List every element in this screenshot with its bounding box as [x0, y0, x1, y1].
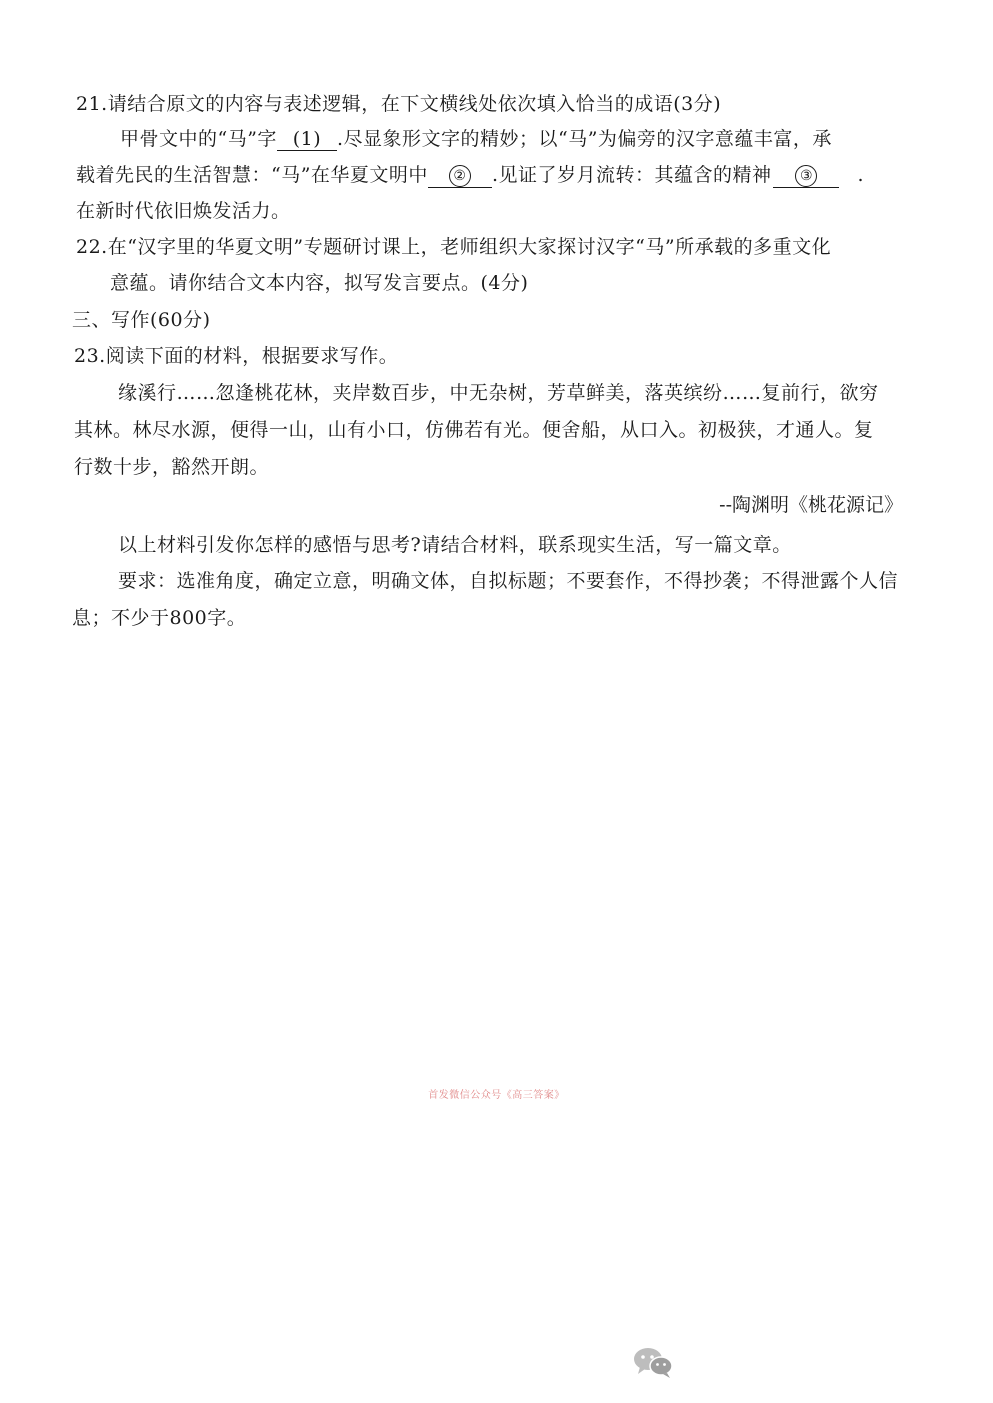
q21-text-1b: .尽显象形文字的精妙；以“马”为偏旁的汉字意蕴丰富，承 [336, 128, 832, 150]
q21-text-1a: 甲骨文中的“马”字 [120, 128, 277, 150]
q23-attribution: --陶渊明《桃花源记》 [719, 494, 903, 516]
q21-text-2a: 载着先民的生活智慧：“马”在华夏文明中 [76, 164, 428, 186]
q21-stem: 21.请结合原文的内容与表述逻辑，在下文横线处依次填入恰当的成语(3分) [76, 93, 722, 115]
section-heading-writing: 三、写作(60分) [72, 309, 211, 331]
q21-blank-3[interactable]: ③ [773, 164, 839, 188]
q23-requirements-line-1: 要求：选准角度，确定立意，明确文体，自拟标题；不要套作，不得抄袭；不得泄露个人信 [118, 570, 899, 592]
q21-blank-2[interactable]: ② [428, 164, 492, 188]
q23-stem: 23.阅读下面的材料，根据要求写作。 [74, 345, 399, 367]
q21-fill-line-2 [76, 162, 864, 188]
q21-text-2b: .见证了岁月流转：其蕴含的精神 [491, 164, 772, 186]
watermark-text: 首发微信公众号《高三答案》 [428, 1090, 565, 1101]
q23-passage-line-3: 行数十步，豁然开朗。 [74, 456, 270, 478]
wechat-logo-icon [632, 1345, 676, 1379]
q22-stem-line-2: 意蕴。请你结合文本内容，拟写发言要点。(4分) [110, 272, 529, 294]
q23-requirements-line-2: 息；不少于800字。 [72, 607, 247, 629]
q23-passage-line-1: 缘溪行……忽逢桃花林，夹岸数百步，中无杂树，芳草鲜美，落英缤纷……复前行，欲穷 [118, 382, 879, 404]
q23-passage-line-2: 其林。林尽水源，便得一山，山有小口，仿佛若有光。便舍船，从口入。初极狭，才通人。复 [74, 419, 874, 441]
q21-blank-1[interactable]: (1) [277, 128, 337, 151]
q23-prompt: 以上材料引发你怎样的感悟与思考?请结合材料，联系现实生活，写一篇文章。 [118, 534, 792, 556]
q21-fill-line-3: 在新时代依旧焕发活力。 [76, 200, 291, 222]
q22-stem-line-1: 22.在“汉字里的华夏文明”专题研讨课上，老师组织大家探讨汉字“马”所承载的多重文化 [76, 236, 832, 258]
q21-fill-line-1 [120, 126, 920, 152]
q21-text-2c: . [857, 164, 865, 186]
